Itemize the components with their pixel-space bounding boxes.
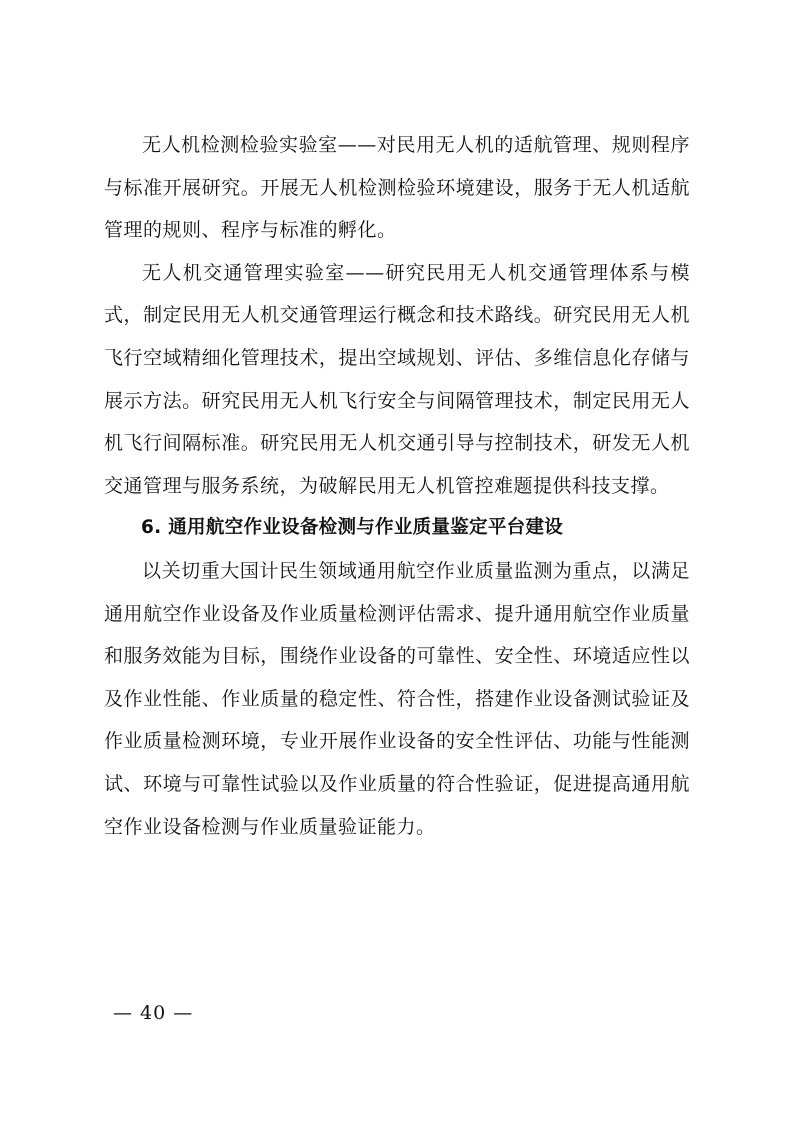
body-text [104,124,690,848]
section-heading: 6. 通用航空作业设备检测与作业质量鉴定平台建设 [141,517,564,539]
paragraph-uav-testing-lab: 无人机检测检验实验室——对民用无人机的适航管理、规则程序与标准开展研究。开展无人机检测检验环境建设，服务于无人机适航管理的规则、程序与标准的孵化。 [104,134,690,242]
paragraph-general-aviation-platform: 以关切重大国计民生领域通用航空作业质量监测为重点，以满足通用航空作业设备及作业质量检测评估需求、提升通用航空作业质量和服务效能为目标，围绕作业设备的可靠性、安全性、环境适应性以及作业性能、作业质量的稳定性、符合性，搭建作业设备测试验证及作业质量检测环境，专业开展作业设备的安全性评估、功能与性能测试、环境与可靠性试验以及作业质量的符合性验证，促进提高通用航空作业设备检测与作业质量验证能力。 [104,559,690,838]
paragraph-uav-traffic-lab: 无人机交通管理实验室——研究民用无人机交通管理体系与模式，制定民用无人机交通管理运行概念和技术路线。研究民用无人机飞行空域精细化管理技术，提出空域规划、评估、多维信息化存储与展示方法。研究民用无人机飞行安全与间隔管理技术，制定民用无人机飞行间隔标准。研究民用无人机交通引导与控制技术，研发无人机交通管理与服务系统，为破解民用无人机管控难题提供科技支撑。 [104,261,690,497]
page-number: — 40 — [113,1002,194,1024]
